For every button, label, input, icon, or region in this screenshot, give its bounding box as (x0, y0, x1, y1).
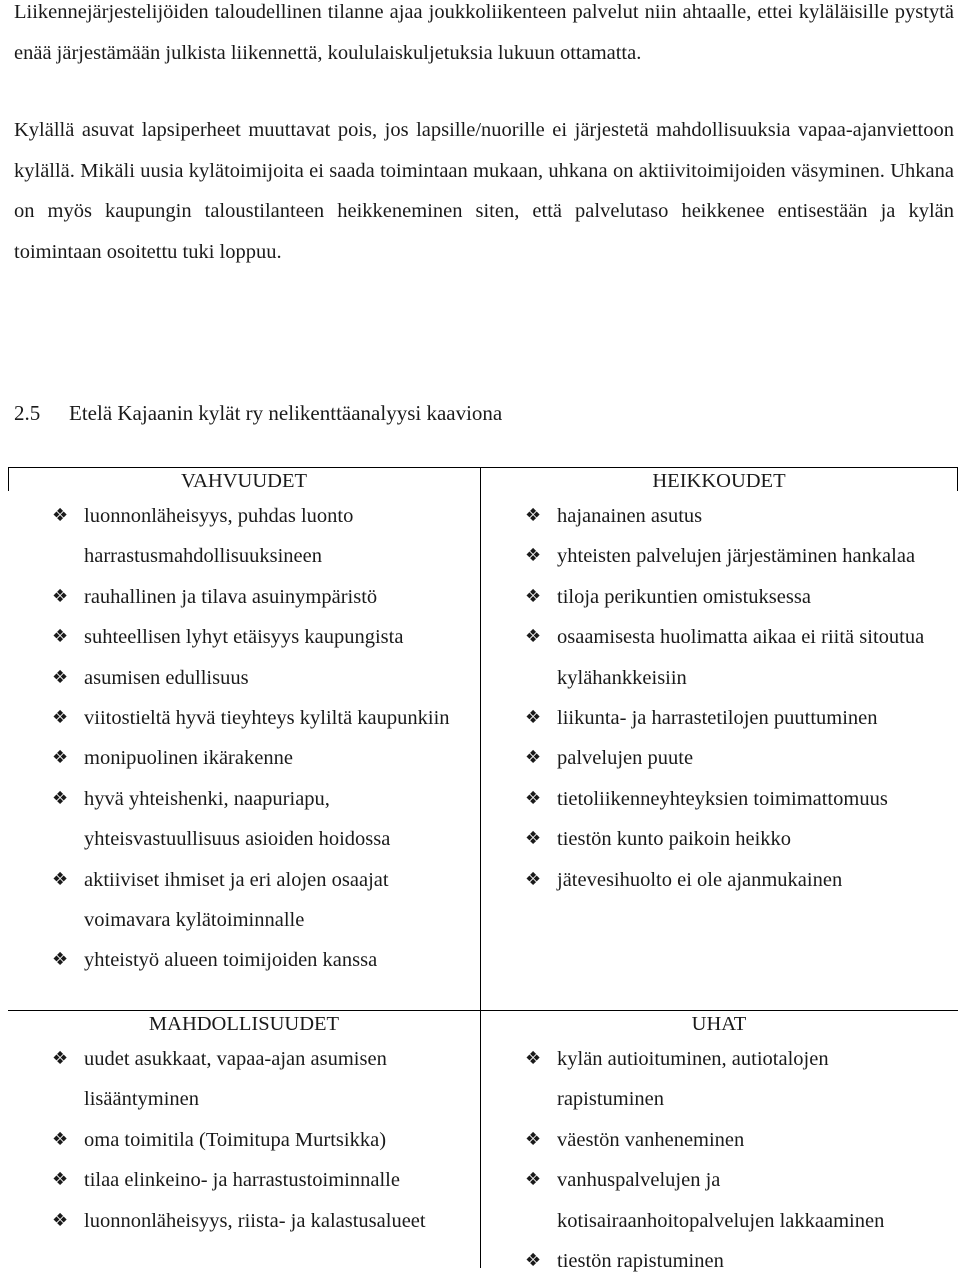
diamond-bullet-icon: ❖ (52, 1128, 69, 1150)
diamond-bullet-icon: ❖ (52, 626, 69, 648)
list-item (52, 1120, 452, 1160)
threats-title: UHAT (691, 1013, 747, 1035)
list-item (525, 698, 945, 738)
list-item-text: asumisen edullisuus (84, 666, 249, 689)
list-item-text: uudet asukkaat, vapaa-ajan asumisen lisääntyminen (84, 1048, 387, 1111)
diamond-bullet-icon: ❖ (52, 1169, 69, 1191)
list-item (525, 536, 945, 576)
diamond-bullet-icon: ❖ (525, 1250, 542, 1272)
list-item-text: aktiiviset ihmiset ja eri alojen osaajat voimavara kylätoiminnalle (84, 868, 389, 932)
list-item (525, 738, 945, 778)
list-item (525, 1120, 925, 1160)
diamond-bullet-icon: ❖ (525, 626, 542, 648)
diamond-bullet-icon: ❖ (525, 828, 542, 850)
list-item-text: luonnonläheisyys, puhdas luonto harrastusmahdollisuuksineen (84, 505, 354, 568)
weaknesses-list (525, 496, 945, 900)
list-item (52, 940, 462, 980)
list-item-text: suhteellisen lyhyt etäisyys kaupungista (84, 626, 404, 649)
diamond-bullet-icon: ❖ (52, 666, 69, 688)
list-item-text: monipuolinen ikärakenne (84, 747, 293, 770)
list-item-text: kylän autioituminen, autiotalojen rapistuminen (557, 1048, 829, 1111)
opportunities-title: MAHDOLLISUUDET (148, 1013, 340, 1035)
list-item (525, 496, 945, 536)
quadrant-strengths (8, 467, 480, 981)
list-item (525, 779, 945, 819)
diamond-bullet-icon: ❖ (52, 787, 69, 809)
body-paragraph: Liikennejärjestelijöiden taloudellinen tilanne ajaa joukkoliikenteen palvelut niin ahtaalle, ettei kyläläisille pystytä enää järjestämään julkista liikennettä, koululaiskuljetuksia lukuun ottamatta. (14, 1, 954, 64)
list-item-text: luonnonläheisyys, riista- ja kalastusalueet (84, 1209, 426, 1232)
list-item-text: hyvä yhteishenki, naapuriapu, yhteisvastuullisuus asioiden hoidossa (84, 787, 391, 851)
strengths-title: VAHVUUDET (180, 470, 308, 492)
list-item-text: oma toimitila (Toimitupa Murtsikka) (84, 1128, 387, 1151)
list-item-text: yhteisten palvelujen järjestäminen hankalaa (557, 545, 916, 568)
list-item-text: hajanainen asutus (557, 505, 703, 527)
list-item (52, 658, 462, 698)
diamond-bullet-icon: ❖ (525, 787, 542, 809)
section-number: 2.5 (14, 401, 41, 425)
diamond-bullet-icon: ❖ (52, 949, 69, 971)
list-item (52, 1039, 452, 1120)
threats-list (525, 1039, 925, 1281)
list-item-text: osaamisesta huolimatta aikaa ei riitä sitoutua kylähankkeisiin (557, 626, 925, 689)
list-item (525, 617, 945, 698)
list-item (52, 779, 462, 860)
diamond-bullet-icon: ❖ (525, 585, 542, 607)
list-item-text: liikunta- ja harrastetilojen puuttuminen (557, 707, 878, 730)
diamond-bullet-icon: ❖ (52, 707, 69, 729)
diamond-bullet-icon: ❖ (525, 545, 542, 567)
diamond-bullet-icon: ❖ (52, 868, 69, 890)
diamond-bullet-icon: ❖ (525, 868, 542, 890)
quadrant-opportunities (8, 1010, 480, 1241)
list-item (52, 1201, 452, 1241)
diamond-bullet-icon: ❖ (525, 1128, 542, 1150)
diamond-bullet-icon: ❖ (52, 747, 69, 769)
list-item (525, 1039, 925, 1120)
list-item (52, 860, 462, 941)
section-heading (14, 393, 502, 433)
quadrant-threats (481, 1010, 957, 1281)
list-item-text: rauhallinen ja tilava asuinympäristö (84, 585, 378, 608)
table-border-right (957, 467, 958, 491)
list-item-text: tiestön rapistuminen (557, 1250, 724, 1273)
diamond-bullet-icon: ❖ (52, 1048, 69, 1069)
diamond-bullet-icon: ❖ (525, 505, 542, 526)
list-item (52, 577, 462, 617)
quadrant-weaknesses (481, 467, 957, 900)
list-item (525, 860, 945, 900)
list-item-text: palvelujen puute (557, 747, 694, 770)
list-item-text: tiestön kunto paikoin heikko (557, 828, 792, 851)
diamond-bullet-icon: ❖ (525, 1048, 542, 1069)
list-item (52, 698, 462, 738)
section-title: Etelä Kajaanin kylät ry nelikenttäanalyysi kaaviona (69, 401, 503, 425)
strengths-list (52, 496, 462, 981)
list-item (525, 819, 945, 859)
diamond-bullet-icon: ❖ (52, 505, 69, 526)
list-item (525, 1160, 925, 1241)
diamond-bullet-icon: ❖ (525, 1169, 542, 1191)
list-item (52, 738, 462, 778)
list-item (52, 496, 462, 577)
list-item (525, 1241, 925, 1281)
list-item (52, 1160, 452, 1200)
list-item-text: väestön vanheneminen (557, 1128, 745, 1151)
swot-analysis-table (0, 467, 960, 1273)
diamond-bullet-icon: ❖ (52, 585, 69, 607)
list-item-text: viitostieltä hyvä tieyhteys kyliltä kaupunkiin (84, 707, 450, 730)
opportunities-list (52, 1039, 452, 1241)
list-item-text: yhteistyö alueen toimijoiden kanssa (84, 949, 378, 972)
list-item-text: tilaa elinkeino- ja harrastustoiminnalle (84, 1169, 400, 1192)
list-item-text: tiloja perikuntien omistuksessa (557, 585, 811, 608)
list-item-text: jätevesihuolto ei ole ajanmukainen (557, 868, 843, 891)
list-item-text: tietoliikenneyhteyksien toimimattomuus (557, 787, 888, 810)
list-item (52, 617, 462, 657)
diamond-bullet-icon: ❖ (525, 747, 542, 769)
body-paragraph: Kylällä asuvat lapsiperheet muuttavat pois, jos lapsille/nuorille ei järjestetä mahdollisuuksia vapaa-ajanviettoon kylällä. Mikäli uusia kylätoimijoita ei saada toimintaan mukaan, uhkana on aktiivitoimijoiden väsyminen. Uhkana on myös kaupungin taloustilanteen heikkeneminen siten, että palvelutaso heikkenee entisestään ja kylän toimintaan osoitettu tuki loppuu. (14, 119, 954, 263)
list-item (525, 577, 945, 617)
weaknesses-title: HEIKKOUDET (652, 470, 786, 492)
diamond-bullet-icon: ❖ (52, 1209, 69, 1231)
diamond-bullet-icon: ❖ (525, 707, 542, 729)
list-item-text: vanhuspalvelujen ja kotisairaanhoitopalvelujen lakkaaminen (557, 1169, 885, 1232)
